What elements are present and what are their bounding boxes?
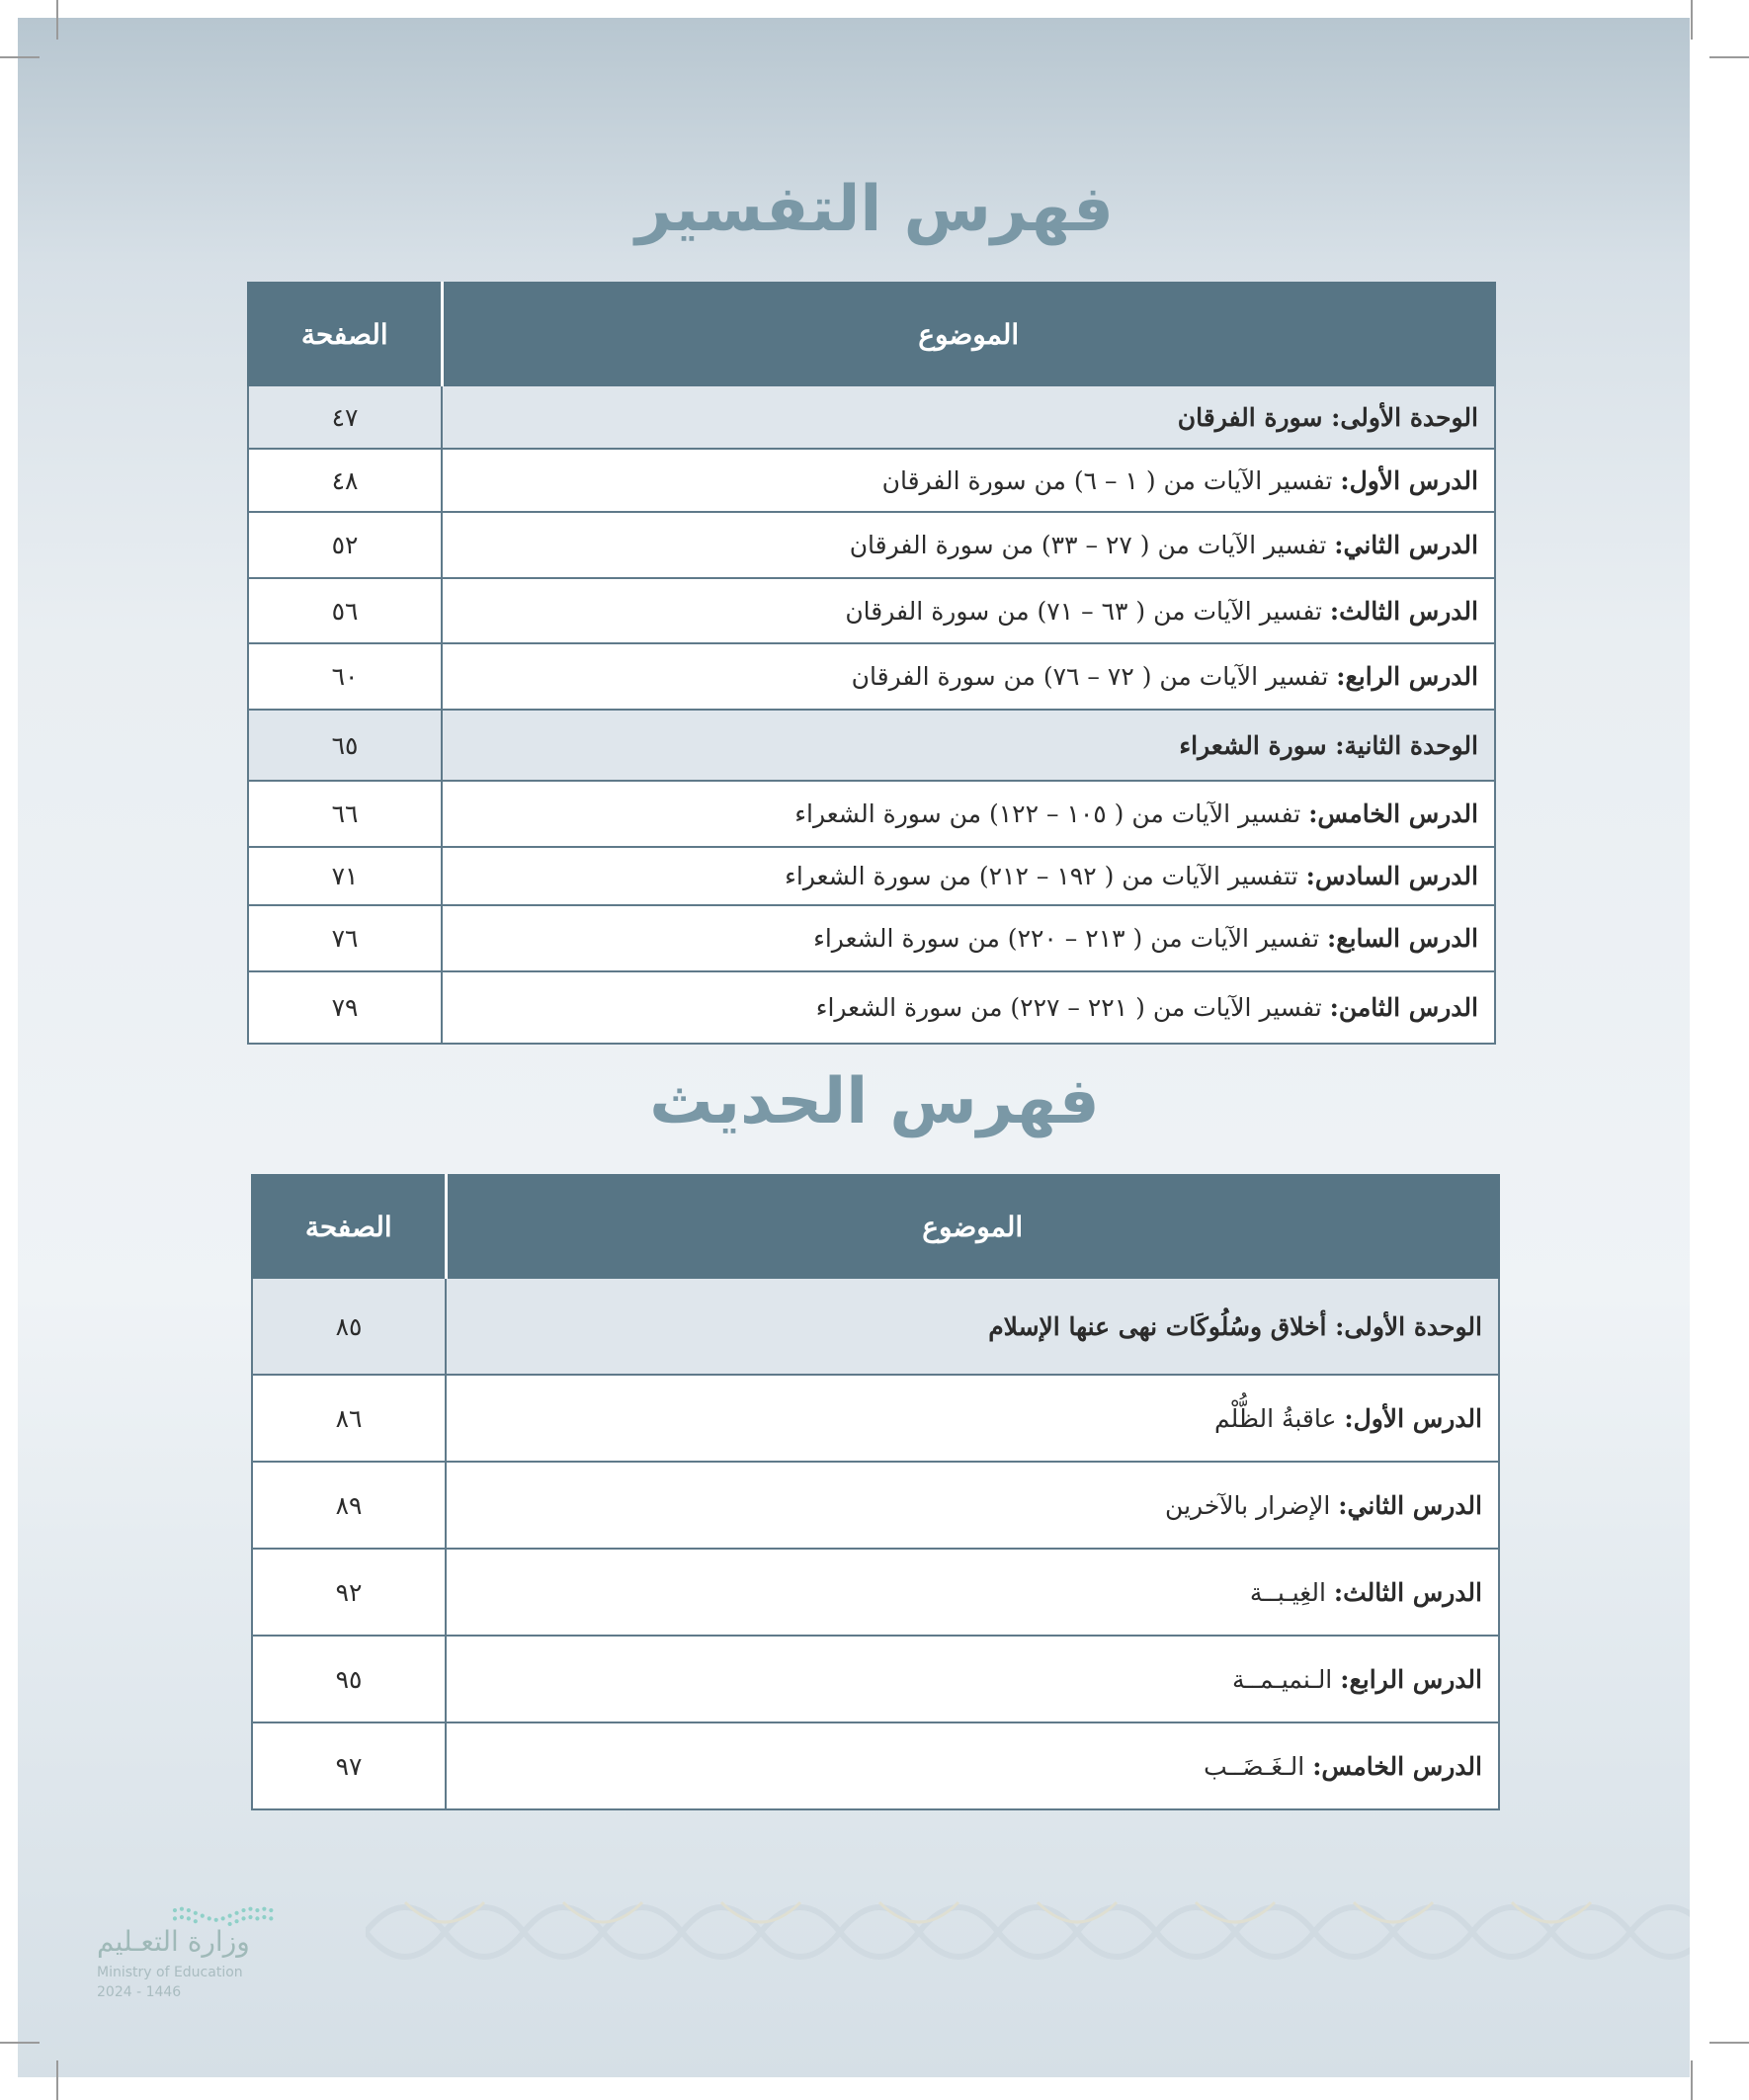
entry-label: الدرس الثاني: (1338, 1490, 1482, 1520)
entry-text: تتفسير الآيات من ( ١٩٢ – ٢١٢) من سورة الشعراء (785, 862, 1306, 890)
hadith-index-title: فهرس الحديث (649, 1065, 1100, 1138)
page-number-cell: ٧٦ (248, 905, 442, 971)
lesson-row (248, 781, 1495, 847)
ministry-name-arabic: وزارة التعـليم (97, 1925, 250, 1958)
page-number-cell: ٧١ (248, 847, 442, 905)
decorative-ornament-band (366, 1883, 1690, 1981)
crop-mark (56, 2060, 58, 2100)
entry-text: تفسير الآيات من ( ٢٧ – ٣٣) من سورة الفرقان (849, 531, 1335, 559)
topic-column-header: الموضوع (446, 1175, 1499, 1278)
topic-cell (442, 710, 1495, 781)
entry-label: الوحدة الثانية: (1335, 730, 1478, 760)
page-number-cell: ٤٧ (248, 385, 442, 449)
topic-cell (442, 971, 1495, 1044)
entry-label: الدرس الثالث: (1333, 1577, 1482, 1607)
lesson-row (248, 512, 1495, 578)
topic-column-header: الموضوع (442, 283, 1495, 385)
entry-text: تفسير الآيات من ( ١٠٥ – ١٢٢) من سورة الشعراء (794, 799, 1309, 828)
entry-label: الدرس الثاني: (1334, 531, 1478, 559)
entry-label: الدرس الرابع: (1340, 1664, 1482, 1694)
lesson-row (252, 1375, 1499, 1462)
page-number-cell: ٦٥ (248, 710, 442, 781)
lesson-row (248, 449, 1495, 512)
unit-row (252, 1278, 1499, 1375)
entry-text: تفسير الآيات من ( ٧٢ – ٧٦) من سورة الفرقان (851, 662, 1337, 691)
entry-text: الإضرار بالآخرين (1165, 1490, 1339, 1520)
entry-text: عاقبةُ الظُّلْم (1214, 1403, 1345, 1433)
entry-label: الدرس الرابع: (1336, 662, 1478, 691)
entry-label: الدرس الأول: (1344, 1403, 1482, 1433)
topic-cell (442, 512, 1495, 578)
entry-label: الدرس الخامس: (1312, 1751, 1482, 1781)
entry-label: الدرس الخامس: (1308, 799, 1478, 828)
table-header-row (248, 283, 1495, 385)
page-number-cell: ٨٥ (252, 1278, 446, 1375)
topic-cell (446, 1722, 1499, 1809)
entry-label: الدرس الثالث: (1329, 596, 1478, 626)
topic-cell (442, 578, 1495, 643)
entry-text: تفسير الآيات من ( ٢٢١ – ٢٢٧) من سورة الشعراء (815, 993, 1330, 1022)
page-number-cell: ٩٥ (252, 1636, 446, 1722)
hadith-index-table (251, 1174, 1500, 1810)
entry-label: الدرس السابع: (1327, 924, 1478, 953)
page-number-cell: ٥٢ (248, 512, 442, 578)
entry-text: تفسير الآيات من ( ٦٣ – ٧١) من سورة الفرقان (845, 596, 1330, 626)
page-number-cell: ٨٩ (252, 1462, 446, 1549)
lesson-row (248, 905, 1495, 971)
entry-text: الغِيـبــة (1249, 1577, 1334, 1607)
topic-cell (446, 1462, 1499, 1549)
topic-cell (446, 1636, 1499, 1722)
entry-text: سورة الشعراء (1179, 730, 1336, 760)
page-number-cell: ٥٦ (248, 578, 442, 643)
crop-mark (0, 56, 40, 58)
entry-text: سورة الفرقان (1177, 402, 1332, 432)
entry-label: الدرس السادس: (1305, 862, 1478, 890)
crop-mark (56, 0, 58, 40)
entry-text: الـنميـمــة (1232, 1664, 1341, 1694)
lesson-row (252, 1462, 1499, 1549)
table-header-row (252, 1175, 1499, 1278)
page-number-cell: ٨٦ (252, 1375, 446, 1462)
topic-cell (446, 1549, 1499, 1636)
entry-label: الوحدة الأولى: (1331, 402, 1478, 432)
tafsir-index-table (247, 282, 1496, 1045)
topic-cell (442, 643, 1495, 710)
page-number-cell: ٧٩ (248, 971, 442, 1044)
entry-text: أخلاق وسُلُوكَات نهى عنها الإسلام (988, 1311, 1336, 1341)
page-column-header: الصفحة (252, 1175, 446, 1278)
crop-mark (1709, 2042, 1749, 2044)
entry-label: الدرس الثامن: (1329, 993, 1478, 1022)
entry-text: تفسير الآيات من ( ٢١٣ – ٢٢٠) من سورة الشعراء (813, 924, 1328, 953)
topic-cell (442, 905, 1495, 971)
page-number-cell: ٦٦ (248, 781, 442, 847)
entry-label: الوحدة الأولى: (1335, 1311, 1482, 1341)
entry-text: الـغَـضَــب (1204, 1751, 1313, 1781)
page-number-cell: ٩٢ (252, 1549, 446, 1636)
topic-cell (442, 385, 1495, 449)
entry-text: تفسير الآيات من ( ١ – ٦) من سورة الفرقان (881, 465, 1341, 495)
lesson-row (248, 847, 1495, 905)
crop-mark (1691, 2060, 1693, 2100)
entry-label: الدرس الأول: (1340, 465, 1478, 495)
topic-cell (442, 847, 1495, 905)
crop-mark (1709, 56, 1749, 58)
lesson-row (252, 1722, 1499, 1809)
topic-cell (446, 1278, 1499, 1375)
topic-cell (446, 1375, 1499, 1462)
ministry-name-english: Ministry of Education (97, 1965, 243, 1980)
crop-mark (1691, 0, 1693, 40)
page-number-cell: ٤٨ (248, 449, 442, 512)
crop-mark (0, 2042, 40, 2044)
topic-cell (442, 781, 1495, 847)
lesson-row (252, 1549, 1499, 1636)
unit-row (248, 710, 1495, 781)
edition-year: 2024 - 1446 (97, 1984, 182, 2000)
lesson-row (252, 1636, 1499, 1722)
page-number-cell: ٩٧ (252, 1722, 446, 1809)
page-number-cell: ٦٠ (248, 643, 442, 710)
lesson-row (248, 578, 1495, 643)
tafsir-index-title: فهرس التفسير (635, 173, 1114, 246)
unit-row (248, 385, 1495, 449)
topic-cell (442, 449, 1495, 512)
lesson-row (248, 971, 1495, 1044)
page-column-header: الصفحة (248, 283, 442, 385)
lesson-row (248, 643, 1495, 710)
